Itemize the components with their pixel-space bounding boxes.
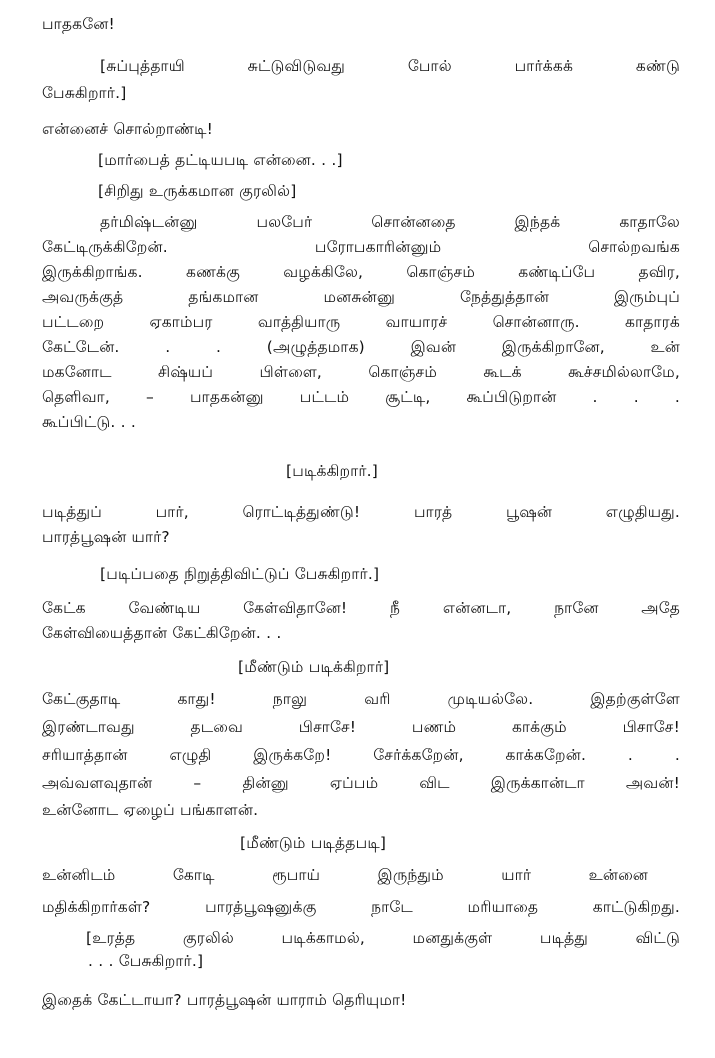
stage-direction-line: [சுப்புத்தாயி சுட்டுவிடுவது போல் பார்க்கக் கண்டு xyxy=(100,57,680,75)
dialogue-line: தர்மிஷ்டன்னு பலபேர் சொன்னதை இந்தக் காதாலே xyxy=(100,213,680,231)
stage-direction-line: [சிறிது உருக்கமான குரலில்] xyxy=(98,182,297,200)
stage-direction-line: [படிக்கிறார்.] xyxy=(286,462,379,480)
dialogue-line: என்னைச் சொல்றாண்டி! xyxy=(42,120,214,138)
dialogue-line: மகனோட சிஷ்யப் பிள்ளை, கொஞ்சம் கூடக் கூச்சமில்லாமே, xyxy=(42,363,680,381)
dialogue-line: படித்துப் பார், ரொட்டித்துண்டு! பாரத் பூஷன் எழுதியது. xyxy=(42,503,680,521)
stage-direction-line: . . . பேசுகிறார்.] xyxy=(88,952,204,970)
dialogue-line: கேள்வியைத்தான் கேட்கிறேன். . . xyxy=(42,624,282,642)
dialogue-line: தெளிவா, – பாதகன்னு பட்டம் சூட்டி, கூப்பிடுறான் . . . xyxy=(42,388,680,406)
stage-direction-line: [படிப்பதை நிறுத்திவிட்டுப் பேசுகிறார்.] xyxy=(100,565,380,583)
dialogue-line: இருக்கிறாங்க. கணக்கு வழக்கிலே, கொஞ்சம் கண்டிப்பே தவிர, xyxy=(42,263,680,281)
dialogue-line: பாரத்பூஷன் யார்? xyxy=(42,528,170,546)
dialogue-line: மதிக்கிறார்கள்? பாரத்பூஷனுக்கு நாடே மரியாதை காட்டுகிறது. xyxy=(42,898,680,916)
dialogue-line: கூப்பிட்டு. . . xyxy=(42,413,137,431)
dialogue-line: இதைக் கேட்டாயா? பாரத்பூஷன் யாராம் தெரியுமா! xyxy=(42,991,407,1009)
dialogue-line: கேட்குதாடி காது! நாலு வரி முடியல்லே. இதற்குள்ளே xyxy=(42,690,680,708)
dialogue-line: சரியாத்தான் எழுதி இருக்கறே! சேர்க்கறேன், காக்கறேன். . . xyxy=(42,746,680,764)
stage-direction-line: [உரத்த குரலில் படிக்காமல், மனதுக்குள் படித்து விட்டு xyxy=(86,929,680,947)
dialogue-line: உன்னிடம் கோடி ரூபாய் இருந்தும் யார் உன்னை xyxy=(42,866,648,884)
dialogue-line: பட்டறை ஏகாம்பர வாத்தியாரு வாயாரச் சொன்னாரு. காதாரக் xyxy=(42,313,680,331)
stage-direction-line: பேசுகிறார்.] xyxy=(42,84,127,102)
stage-direction-line: [மீண்டும் படிக்கிறார்] xyxy=(238,658,390,676)
stage-direction-line: [மீண்டும் படித்தபடி] xyxy=(240,834,387,852)
dialogue-line: அவ்வளவுதான் – தின்னு ஏப்பம் விட இருக்கான்டா அவன்! xyxy=(42,774,680,792)
stage-direction-line: [மார்பைத் தட்டியபடி என்னை. . .] xyxy=(98,151,343,169)
dialogue-line: கேட்டிருக்கிறேன். பரோபகாரின்னும் சொல்றவங்க xyxy=(42,238,680,256)
dialogue-line: அவருக்குத் தங்கமான மனசுன்னு நேத்துத்தான் இரும்புப் xyxy=(42,288,680,306)
dialogue-line: இரண்டாவது தடவை பிசாசே! பணம் காக்கும் பிசாசே! xyxy=(42,718,680,736)
dialogue-line: உன்னோட ஏழைப் பங்காளன். xyxy=(42,801,259,819)
dialogue-line: கேட்டேன். . . (அழுத்தமாக) இவன் இருக்கிறானே, உன் xyxy=(42,338,680,356)
dialogue-line: கேட்க வேண்டிய கேள்விதானே! நீ என்னடா, நானே அதே xyxy=(42,599,680,617)
dialogue-line: பாதகனே! xyxy=(42,15,115,33)
